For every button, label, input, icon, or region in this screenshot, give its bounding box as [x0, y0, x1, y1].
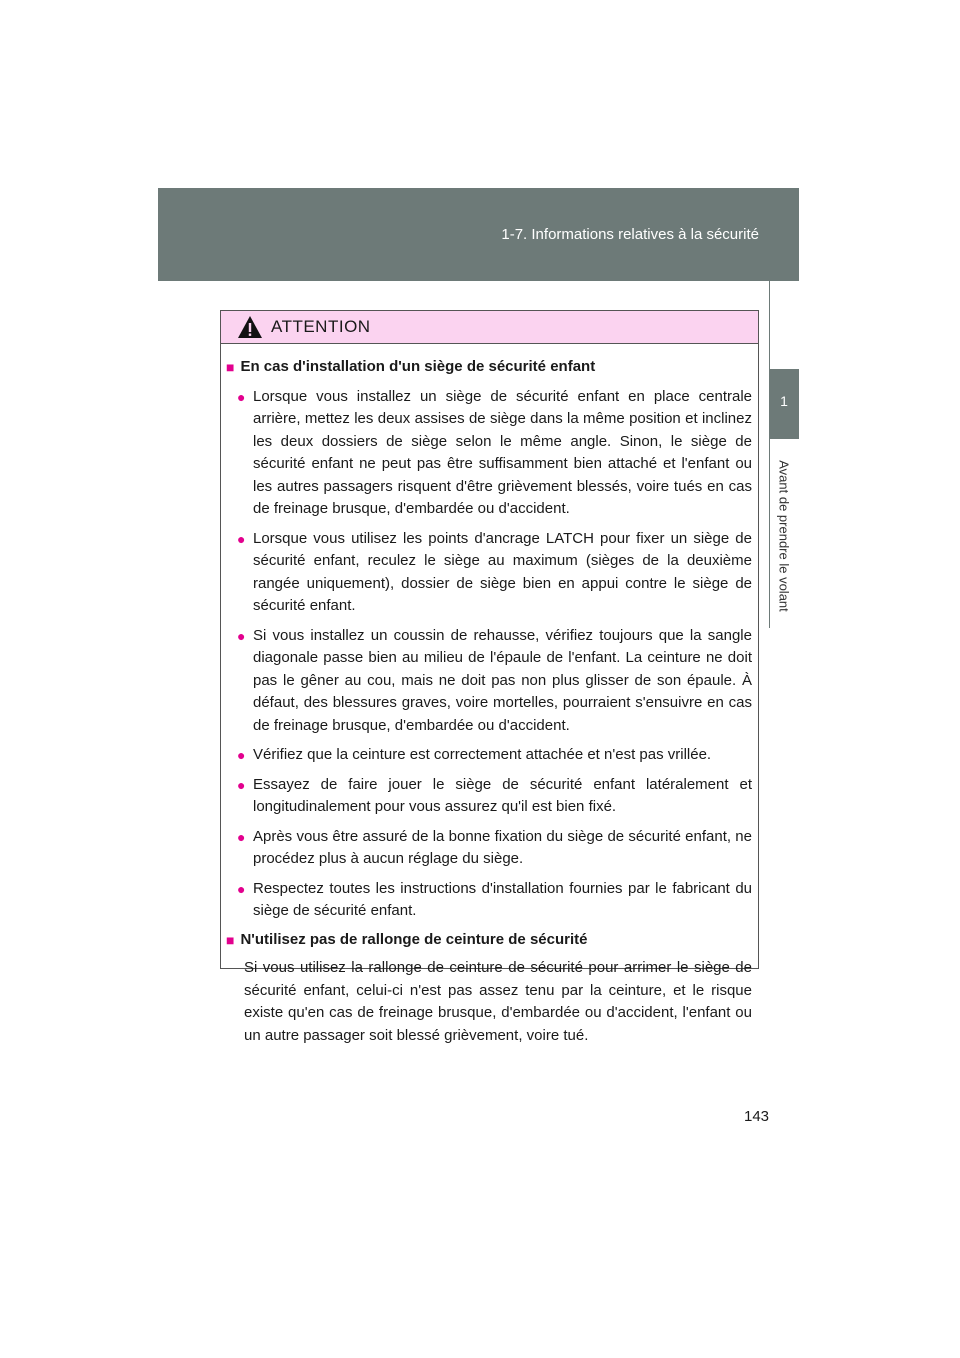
circle-bullet-icon: ● [237, 776, 246, 793]
warning-title: ATTENTION [271, 317, 371, 336]
bullet-item [226, 625, 752, 738]
chapter-tab-number: 1 [780, 393, 788, 409]
warning-box [220, 310, 759, 1044]
square-marker-icon: ■ [226, 359, 235, 375]
bullet-text: Lorsque vous utilisez les points d'ancrage LATCH pour fixer un siège de sécurité enfant, reculez le siège au maximum (sièges de la deuxième rangée uniquement), dossier de siège bien en appui contre le siège de sécurité enfant. [253, 529, 752, 614]
warning-content [221, 344, 758, 1047]
bullet-item [226, 878, 752, 923]
bullet-item [226, 386, 752, 521]
chapter-title: 1-7. Informations relatives à la sécurité [501, 226, 759, 243]
bullet-item [226, 826, 752, 871]
circle-bullet-icon: ● [237, 627, 246, 644]
bullet-text: Respectez toutes les instructions d'installation fournies par le fabricant du siège de sécurité enfant. [253, 879, 752, 919]
section-title: ■ En cas d'installation d'un siège de sécurité enfant [226, 356, 752, 379]
circle-bullet-icon: ● [237, 828, 246, 845]
bullet-text: Après vous être assuré de la bonne fixation du siège de sécurité enfant, ne procédez plus à aucun réglage du siège. [253, 827, 752, 867]
bullet-item [226, 528, 752, 618]
bullet-text: Vérifiez que la ceinture est correctement attachée et n'est pas vrillée. [253, 746, 712, 763]
bullet-text: Essayez de faire jouer le siège de sécurité enfant latéralement et longitudinalement pour vous assurez qu'il est bien fixé. [253, 775, 752, 815]
square-marker-icon: ■ [226, 931, 235, 948]
section-paragraph: Si vous utilisez la rallonge de ceinture de sécurité pour arrimer le siège de sécurité enfant, celui-ci n'est pas assez tenu par la ceinture, et le risque existe qu'en cas de freinage brusque, d'embardée ou d'accident, l'enfant ou un autre passager soit blessé grièvement, voire tué. [244, 959, 752, 1044]
circle-bullet-icon: ● [237, 747, 246, 763]
warning-triangle-icon [237, 315, 263, 339]
section-title: ■ N'utilisez pas de rallonge de ceinture de sécurité [226, 929, 752, 952]
chapter-header-band [158, 188, 799, 281]
bullet-text: Lorsque vous installez un siège de sécurité enfant en place centrale arrière, mettez les deux assises de siège dans la même position et inclinez les deux dossiers de siège selon le même angle. Sinon, le siège de sécurité enfant ne peut pas être suffisamment bien attaché et l'enfant ou les autres passagers risquent d'être grièvement blessés, voire tués en cas de freinage brusque, d'embardée ou d'accident. [253, 387, 752, 517]
bullet-item [226, 774, 752, 819]
circle-bullet-icon: ● [237, 388, 246, 405]
warning-header [221, 311, 758, 344]
bullet-item [226, 744, 752, 767]
page-number: 143 [744, 1108, 770, 1125]
bullet-text: Si vous installez un coussin de rehausse, vérifiez toujours que la sangle diagonale passe bien au milieu de l'épaule de l'enfant. La ceinture ne doit pas le gêner au cou, mais ne doit pas non plus glisser de son épaule. À défaut, des blessures graves, voire mortelles, pourraient s'ensuivre en cas de freinage brusque, d'embardée ou d'accident. [253, 626, 752, 734]
circle-bullet-icon: ● [237, 530, 246, 547]
circle-bullet-icon: ● [237, 880, 246, 897]
chapter-side-label: Avant de prendre le volant [776, 460, 792, 612]
chapter-tab [769, 369, 799, 439]
